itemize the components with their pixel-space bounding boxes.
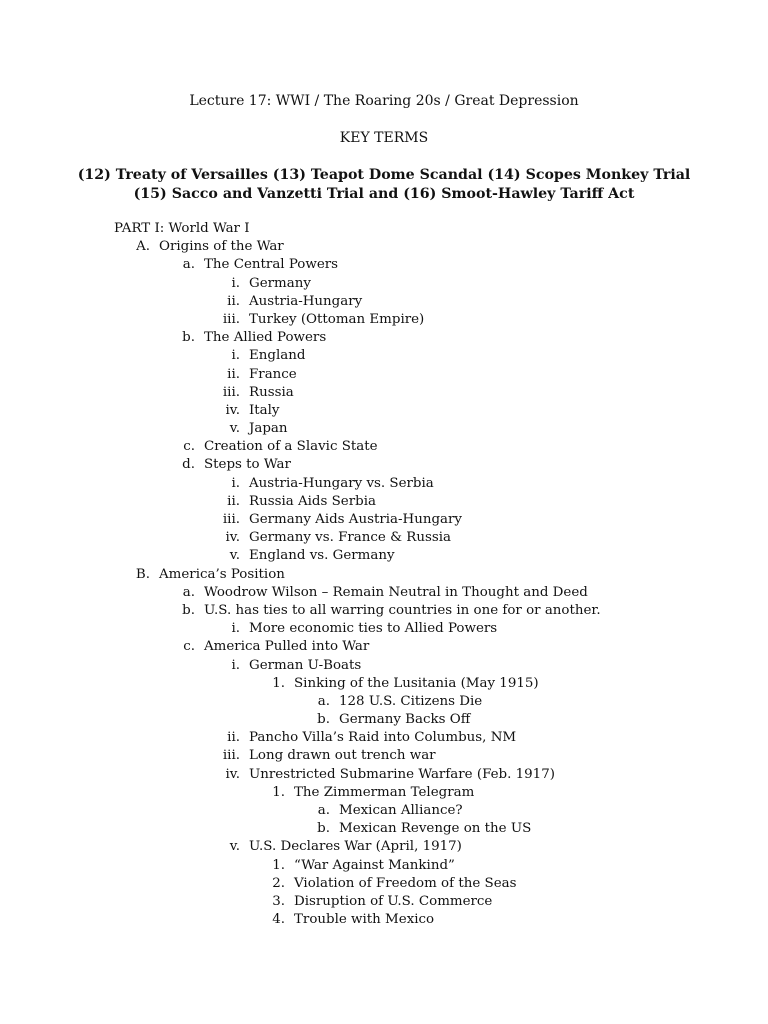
outline-marker: i. <box>231 657 240 673</box>
outline-marker: 2. <box>272 875 285 891</box>
outline-text: Woodrow Wilson – Remain Neutral in Thought and Deed <box>204 584 588 600</box>
key-terms-heading: KEY TERMS <box>339 130 429 146</box>
outline-text: Mexican Revenge on the US <box>339 821 532 837</box>
key-terms-list <box>0 166 768 204</box>
outline-item <box>0 602 768 620</box>
outline-item <box>0 729 768 747</box>
outline-text: Steps to War <box>204 457 291 473</box>
outline-marker: b. <box>317 821 330 837</box>
outline-marker: 1. <box>272 784 285 800</box>
outline-marker: i. <box>231 621 240 637</box>
outline-text: England vs. Germany <box>249 548 395 564</box>
outline-text: U.S. Declares War (April, 1917) <box>249 839 462 855</box>
outline-item <box>0 566 768 584</box>
outline-marker: i. <box>231 475 240 491</box>
outline-marker: v. <box>229 421 240 437</box>
outline-text: Disruption of U.S. Commerce <box>294 893 493 909</box>
outline-item <box>0 402 768 420</box>
outline-marker: ii. <box>227 293 240 309</box>
outline-marker: a. <box>182 584 195 600</box>
key-terms-line-2: (15) Sacco and Vanzetti Trial and (16) Smoot-Hawley Tariff Act <box>133 186 635 202</box>
outline-item <box>0 438 768 456</box>
outline-marker: v. <box>229 548 240 564</box>
outline-item <box>0 857 768 875</box>
outline-text: Violation of Freedom of the Seas <box>294 875 517 891</box>
outline-marker: iii. <box>222 384 240 400</box>
outline-marker: iii. <box>222 311 240 327</box>
outline-text: The Zimmerman Telegram <box>294 784 475 800</box>
outline-item <box>0 493 768 511</box>
outline-text: Unrestricted Submarine Warfare (Feb. 1917) <box>249 766 555 782</box>
outline-marker: c. <box>183 639 195 655</box>
outline-marker: ii. <box>227 366 240 382</box>
outline-text: Italy <box>249 402 280 418</box>
outline-text: The Central Powers <box>204 257 339 273</box>
outline-text: Pancho Villa’s Raid into Columbus, NM <box>249 730 517 746</box>
outline-item <box>0 875 768 893</box>
outline-item <box>0 238 768 256</box>
outline-marker: B. <box>135 566 150 582</box>
outline-marker: a. <box>317 693 330 709</box>
outline-marker: 3. <box>272 893 285 909</box>
outline-marker: 1. <box>272 675 285 691</box>
outline-marker: ii. <box>227 493 240 509</box>
outline-marker: iv. <box>225 530 240 546</box>
outline-marker: a. <box>317 803 330 818</box>
outline-marker: i. <box>231 348 240 364</box>
outline-text: Russia <box>249 384 294 400</box>
outline-marker: i. <box>231 275 240 291</box>
outline-item <box>0 657 768 675</box>
outline-text: Long drawn out trench war <box>249 748 436 764</box>
outline-text: Germany vs. France & Russia <box>249 530 451 546</box>
outline-item <box>0 766 768 784</box>
outline-text: Creation of a Slavic State <box>204 439 378 455</box>
outline-item <box>0 893 768 911</box>
outline-item <box>0 911 768 929</box>
outline-item <box>0 820 768 838</box>
outline-marker: A. <box>136 239 150 255</box>
outline-item <box>0 638 768 656</box>
outline-item <box>0 420 768 438</box>
outline-item <box>0 384 768 402</box>
lecture-outline <box>0 220 768 929</box>
key-terms-line-1: (12) Treaty of Versailles (13) Teapot Dome Scandal (14) Scopes Monkey Trial <box>77 167 691 183</box>
outline-text: U.S. has ties to all warring countries in one for or another. <box>204 602 601 618</box>
outline-text: America’s Position <box>159 566 285 582</box>
outline-text: France <box>249 366 297 382</box>
outline-text: Mexican Alliance? <box>339 803 463 818</box>
outline-item <box>0 511 768 529</box>
outline-item <box>0 293 768 311</box>
outline-marker: b. <box>182 602 195 618</box>
outline-marker: iii. <box>222 748 240 764</box>
outline-text: PART I: World War I <box>114 221 250 236</box>
outline-item <box>0 784 768 802</box>
outline-text: America Pulled into War <box>204 639 370 655</box>
outline-marker: b. <box>182 330 195 346</box>
outline-marker: iii. <box>222 512 240 527</box>
outline-item <box>0 747 768 765</box>
outline-text: Germany Aids Austria-Hungary <box>249 512 462 527</box>
outline-part-heading <box>0 220 768 238</box>
outline-text: Trouble with Mexico <box>294 912 435 928</box>
outline-text: Russia Aids Serbia <box>249 493 376 509</box>
outline-item <box>0 256 768 274</box>
outline-item <box>0 347 768 365</box>
outline-item <box>0 529 768 547</box>
outline-item <box>0 838 768 856</box>
outline-text: More economic ties to Allied Powers <box>249 621 498 637</box>
outline-marker: iv. <box>225 402 240 418</box>
outline-text: “War Against Mankind” <box>294 857 455 873</box>
outline-item <box>0 275 768 293</box>
outline-marker: ii. <box>227 730 240 746</box>
outline-text: German U-Boats <box>249 657 362 673</box>
outline-text: Austria-Hungary <box>249 293 363 309</box>
outline-item <box>0 475 768 493</box>
outline-text: Germany Backs Off <box>339 712 471 728</box>
outline-item <box>0 675 768 693</box>
outline-text: 128 U.S. Citizens Die <box>339 693 483 709</box>
outline-item <box>0 456 768 474</box>
outline-marker: c. <box>183 439 195 455</box>
outline-text: Origins of the War <box>159 239 284 255</box>
outline-item <box>0 711 768 729</box>
outline-item <box>0 547 768 565</box>
outline-marker: v. <box>229 839 240 855</box>
outline-text: Sinking of the Lusitania (May 1915) <box>294 675 539 691</box>
outline-marker: d. <box>182 457 195 473</box>
outline-marker: a. <box>182 257 195 273</box>
outline-text: England <box>249 348 306 364</box>
outline-item <box>0 620 768 638</box>
outline-marker: b. <box>317 712 330 728</box>
outline-item <box>0 693 768 711</box>
outline-marker: 4. <box>272 912 285 928</box>
outline-item <box>0 802 768 820</box>
document-title: Lecture 17: WWI / The Roaring 20s / Great Depression <box>189 93 579 109</box>
outline-text: Japan <box>249 421 288 437</box>
outline-item <box>0 311 768 329</box>
outline-item <box>0 584 768 602</box>
outline-marker: 1. <box>272 857 285 873</box>
outline-marker: iv. <box>225 766 240 782</box>
outline-text: Turkey (Ottoman Empire) <box>249 311 425 327</box>
outline-text: Austria-Hungary vs. Serbia <box>249 475 434 491</box>
outline-text: Germany <box>249 275 311 291</box>
outline-item <box>0 329 768 347</box>
outline-text: The Allied Powers <box>204 330 327 346</box>
outline-item <box>0 366 768 384</box>
